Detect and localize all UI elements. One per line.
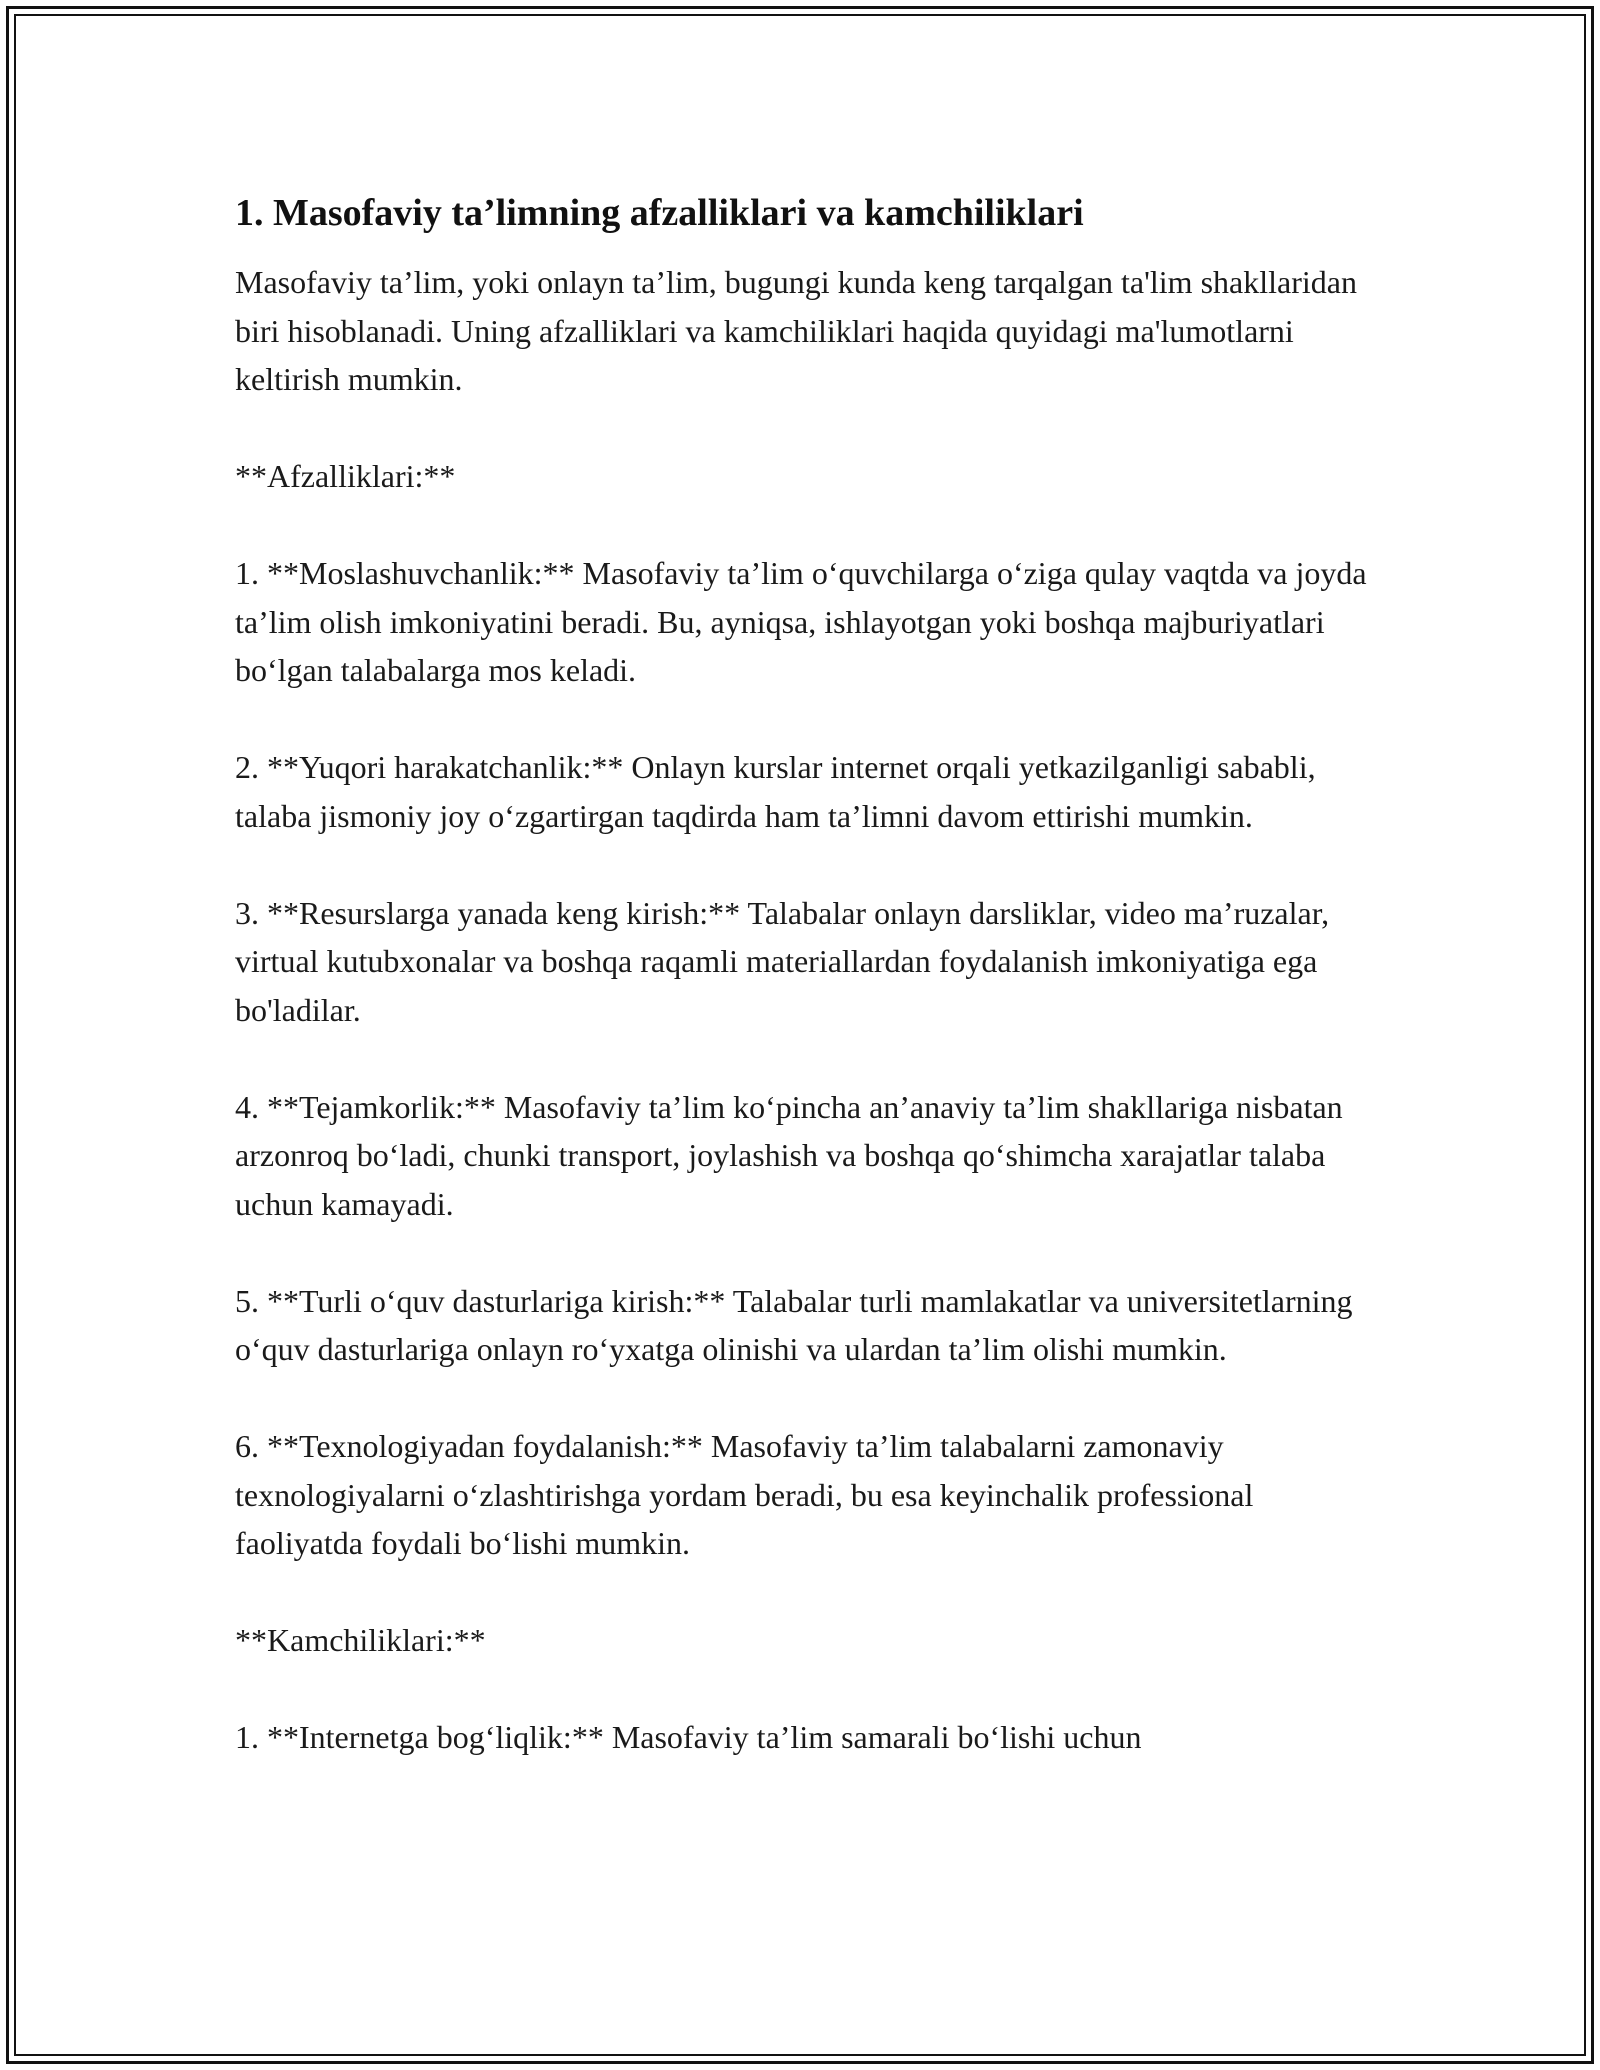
disadvantages-heading: **Kamchiliklari:** [235,1622,486,1658]
document-title: 1. Masofaviy ta’limning afzalliklari va kamchiliklari [235,192,1084,234]
advantage-item-3: 3. **Resurslarga yanada keng kirish:** Talabalar onlayn darsliklar, video ma’ruzalar, virtual kutubxonalar va boshqa raqamli materiallardan foydalanish imkoniyatiga ega bo'ladilar. [235,894,1330,1028]
disadvantage-item-1: 1. **Internetga bog‘liqlik:** Masofaviy ta’lim samarali bo‘lishi uchun [235,1719,1142,1755]
advantages-heading: **Afzalliklari:** [235,458,456,494]
document-body [235,188,1375,1810]
advantage-item-2: 2. **Yuqori harakatchanlik:** Onlayn kurslar internet orqali yetkazilganligi sababli, talaba jismoniy joy o‘zgartirgan taqdirda ham ta’limni davom ettirishi mumkin. [235,749,1316,834]
intro-paragraph: Masofaviy ta’lim, yoki onlayn ta’lim, bugungi kunda keng tarqalgan ta'lim shakllaridan biri hisoblanadi. Uning afzalliklari va kamchiliklari haqida quyidagi ma'lumotlarni keltirish mumkin. [235,264,1357,397]
advantage-item-4: 4. **Tejamkorlik:** Masofaviy ta’lim ko‘pincha an’anaviy ta’lim shakllariga nisbatan arzonroq bo‘ladi, chunki transport, joylashish va boshqa qo‘shimcha xarajatlar talaba uchun kamayadi. [235,1088,1343,1222]
advantage-item-6: 6. **Texnologiyadan foydalanish:** Masofaviy ta’lim talabalarni zamonaviy texnologiyalarni o‘zlashtirishga yordam beradi, bu esa keyinchalik professional faoliyatda foydali bo‘lishi mumkin. [235,1428,1254,1561]
advantage-item-5: 5. **Turli o‘quv dasturlariga kirish:** Talabalar turli mamlakatlar va universitetlarning o‘quv dasturlariga onlayn ro‘yxatga olinishi va ulardan ta’lim olishi mumkin. [235,1282,1353,1367]
advantage-item-1: 1. **Moslashuvchanlik:** Masofaviy ta’lim o‘quvchilarga o‘ziga qulay vaqtda va joyda ta’lim olish imkoniyatini beradi. Bu, ayniqsa, ishlayotgan yoki boshqa majburiyatlari bo‘lgan talabalarga mos keladi. [235,555,1367,688]
